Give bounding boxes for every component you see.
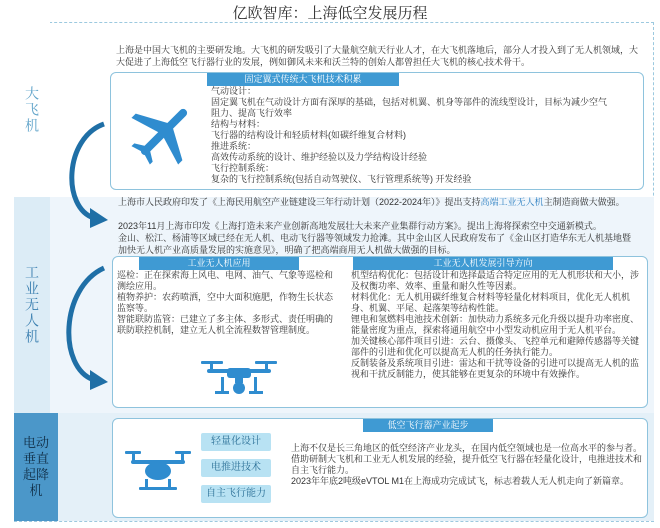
stage-label-large-aircraft: 大飞机 [24,85,40,134]
s3-card-title: 低空飞行器产业起步 [363,419,493,432]
s2-policy-1-text: 上海市人民政府印发了《上海民用航空产业链建设三年行动计划（2022-2024年）》提出支持 [118,197,481,207]
s2-card [112,256,648,408]
quadcopter-icon [197,355,281,405]
stage-evtol [14,413,58,521]
airplane-icon [127,95,201,169]
s3-line: 上海不仅是长三角地区的低空经济产业龙头，在国内低空领域也是一位高水平的参与者。借助研制大飞机和工业无人机发展的经验，提升低空飞行器在轻量化设计，电推进技术和自主飞行能力。 [291,443,643,475]
s2-policy-1 [118,196,638,208]
s2-right-line: 反制装备及系统项目引进：雷达和干扰等设备的引进可以提高无人机的监视和干扰反制能力，使其能够在更复杂的环境中有效操作。 [351,358,640,379]
s3-line: 2023年年底2吨级eVTOL M1在上海成功完成试飞，标志着载人无人机走向了新篇章。 [291,476,630,486]
s1-line: 复杂的飞行控制系统(包括自动驾驶仪、飞行管理系统等) 开发经验 [211,174,472,184]
page-title: 亿欧智库：上海低空发展历程 [232,5,428,22]
s2-right-line: 加关键核心部件项目引进：云台、摄像头、飞控单元和避障传感器等关键部件的引进和优化可以提高无人机的任务执行能力。 [351,336,640,357]
tag-lightweight-design: 轻量化设计 [201,433,271,451]
tag-electric-propulsion: 电推进技术 [201,459,271,477]
s2-left-line: 智能联防监管：已建立了多主体、多形式、责任明确的联防联控机制，建立无人机全流程数智管理制度。 [117,314,334,335]
s2-left-line: 巡检：正在探索海上风电、电网、油气、气象等巡检和测绘应用。 [117,270,334,291]
s1-line: 飞行控制系统： [211,163,275,173]
s1-line: 推进系统： [211,141,257,151]
arrow-2-icon [69,268,104,380]
s1-card-body [211,86,607,185]
s1-line: 结构与材料： [211,119,266,129]
evtol-icon [123,447,193,497]
s2-policy-2: 2023年11月上海市印发《上海打造未来产业创新高地发展壮大未来产业集群行动方案》。提出上海将探索空中交通新模式。 [118,221,602,231]
stage-industrial-drone [14,197,50,413]
s1-line: 飞行器的结构设计和轻质材料(如碳纤维复合材料) [211,130,406,140]
s2-right-title: 工业无人机发展引导方向 [353,257,613,270]
stage-arrows [54,118,114,398]
s1-card-title: 固定翼式传统大飞机技术积累 [207,73,399,86]
stage-label-industrial-drone: 工业无人机 [24,265,40,345]
arrow-1-icon [72,124,104,218]
s1-intro: 上海是中国大飞机的主要研发地。大飞机的研发吸引了大量航空航天行业人才，在大飞机落地后，部分人才投入到了无人机领域，大大促进了上海低空飞行器行业的发展，例如御风未来和沃兰特的创始人都曾担任大飞机的核心技术骨干。 [116,45,639,67]
s3-card [112,418,648,518]
s2-right-line: 锂电和氢燃料电池技术创新：加快动力系统多元化升级以提升功率密度、能量密度为重点，探索将通用航空中小型发动机应用于无人机平台。 [351,314,640,335]
stage-label-evtol: 电动 垂直 起降 机 [22,435,49,498]
s1-line: 高效传动系统的设计、维护经验以及力学结构设计经验 [211,152,428,162]
s2-right-line: 机型结构优化：包括设计和选择最适合特定应用的无人机形状和大小，涉及权衡功率、效率、重量和耐久性等因素。 [351,270,640,291]
tag-autonomous-flight: 自主飞行能力 [201,485,271,503]
stage-large-aircraft [14,22,50,197]
s1-line: 阻力、提高飞行效率 [211,108,293,118]
s1-card [110,72,644,190]
s2-right-line: 材料优化：无人机用碳纤维复合材料等轻量化材料项目，优化无人机机身、机翼、平尾、起落架等结构性能。 [351,292,631,313]
s2-policy-1-tail: 主制造商做大做强。 [543,197,625,207]
s2-left-line: 植物养护：农药喷洒，空中大面积施肥，作物生长状态监察等。 [117,292,334,313]
s2-right-body [351,270,645,380]
s2-left-title: 工业无人机应用 [139,257,299,270]
s2-policy-1-highlight: 高端工业无人机 [480,197,544,207]
s2-policy-3: 金山、松江、杨浦等区域已经在无人机、电动飞行器等领域发力抢滩。其中金山区人民政府发布了《金山区打造华东无人机基地暨加快无人机产业高质量发展的实施意见》，明确了把高端商用无人机做大做强的目标。 [118,233,632,255]
s3-card-body [291,443,643,487]
s1-line: 气动设计： [211,86,257,96]
s2-left-body [117,270,339,336]
s1-line: 固定翼飞机在气动设计方面有深厚的基础，包括对机翼、机身等部件的流线型设计，目标为减少空气 [211,97,608,107]
